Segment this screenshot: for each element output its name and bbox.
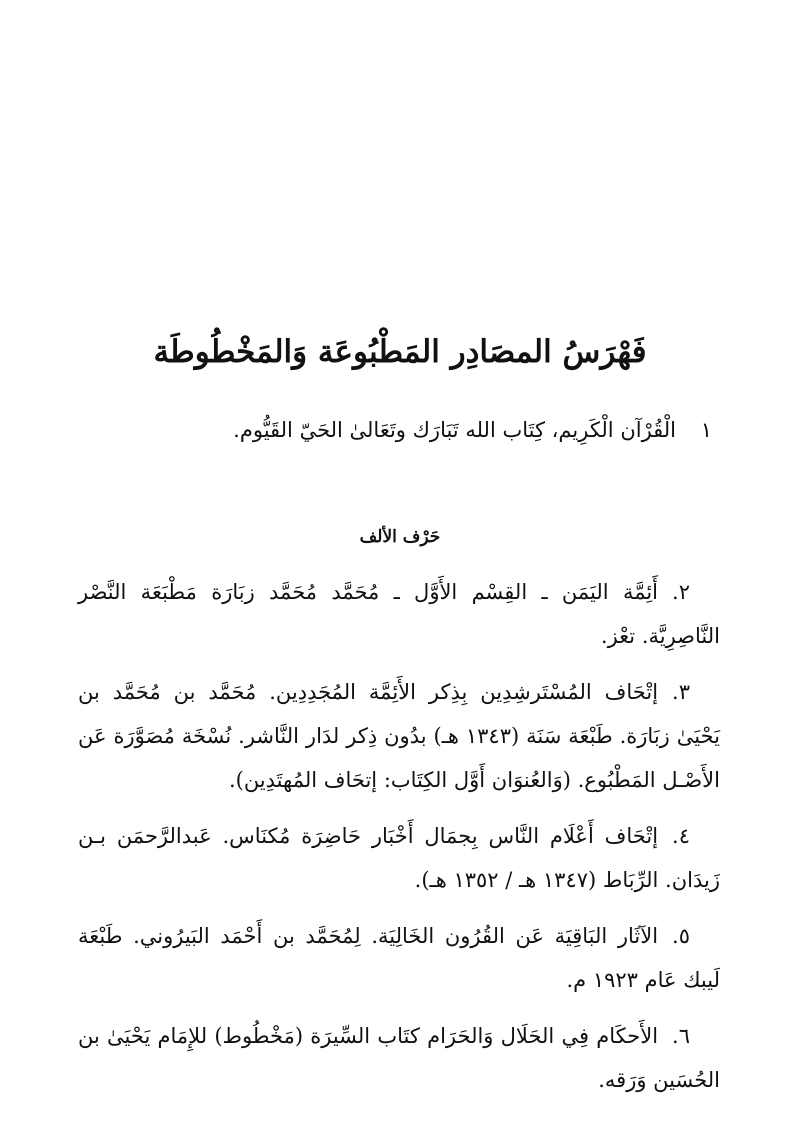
entry-text: الأَحكَام فِي الحَلَال وَالحَرَام كتَاب السِّيرَة (مَخْطُوط) للإِمَام يَحْيَىٰ بن الحُسَين وَرَقه. (78, 1024, 720, 1092)
entry-text: الْقُرْآن الْكَرِيم، كِتَاب الله تَبَارَك وتَعَالىٰ الحَيّ القَيُّوم. (233, 418, 677, 442)
entry-number: ٤. (672, 824, 690, 848)
entry-text: إتْحَاف المُسْتَرشِدِين بِذِكر الأَئِمَّة المُجَدِدِين. مُحَمَّد بن مُحَمَّد بن يَحْيَىٰ زبَارَة. طَبْعَة سَنَة (١٣٤٣ هـ) بدُون ذِكر لدَار النَّاشر. نُسْخَة مُصَوَّرَة عَن الأَصْـل المَطْبُوع. (وَالعُنوَان أَوَّل الكِتَاب: إتحَاف المُهتَدِين). (78, 680, 720, 792)
entry-number: ٦. (672, 1024, 690, 1048)
list-item (78, 914, 720, 1002)
list-item (78, 570, 720, 658)
entry-text: إتْحَاف أَعْلَام النَّاس بِجمَال أَخْبَار حَاضِرَة مُكنَاس. عَبدالرَّحمَن بـن زَيدَان. الرِّبَاط (١٣٤٧ هـ / ١٣٥٢ هـ). (78, 824, 720, 892)
page-title: فَهْرَسُ المصَادِر المَطْبُوعَة وَالمَخْطُوطَة (153, 334, 647, 370)
entry-number: ١ (700, 418, 712, 442)
entry-text: الآثَار البَاقِيَة عَن القُرُون الخَالِيَة. لِمُحَمَّد بن أَحْمَد البَيرُوني. طَبْعَة لَيبك عَام ١٩٢٣ م. (78, 924, 720, 992)
list-item (78, 670, 720, 802)
entry-text: أَئِمَّة اليَمَن ـ القِسْم الأَوَّل ـ مُحَمَّد مُحَمَّد زبَارَة مَطْبَعَة النَّصْر النَّاصِرِيَّة. تعْز. (78, 580, 720, 648)
intro-entry (80, 410, 712, 450)
bibliography-list (78, 570, 720, 1114)
section-heading: حَرْف الألف (359, 527, 441, 547)
list-item (78, 1014, 720, 1102)
entry-number: ٣. (672, 680, 690, 704)
entry-number: ٢. (672, 580, 690, 604)
list-item (78, 814, 720, 902)
entry-number: ٥. (672, 924, 690, 948)
